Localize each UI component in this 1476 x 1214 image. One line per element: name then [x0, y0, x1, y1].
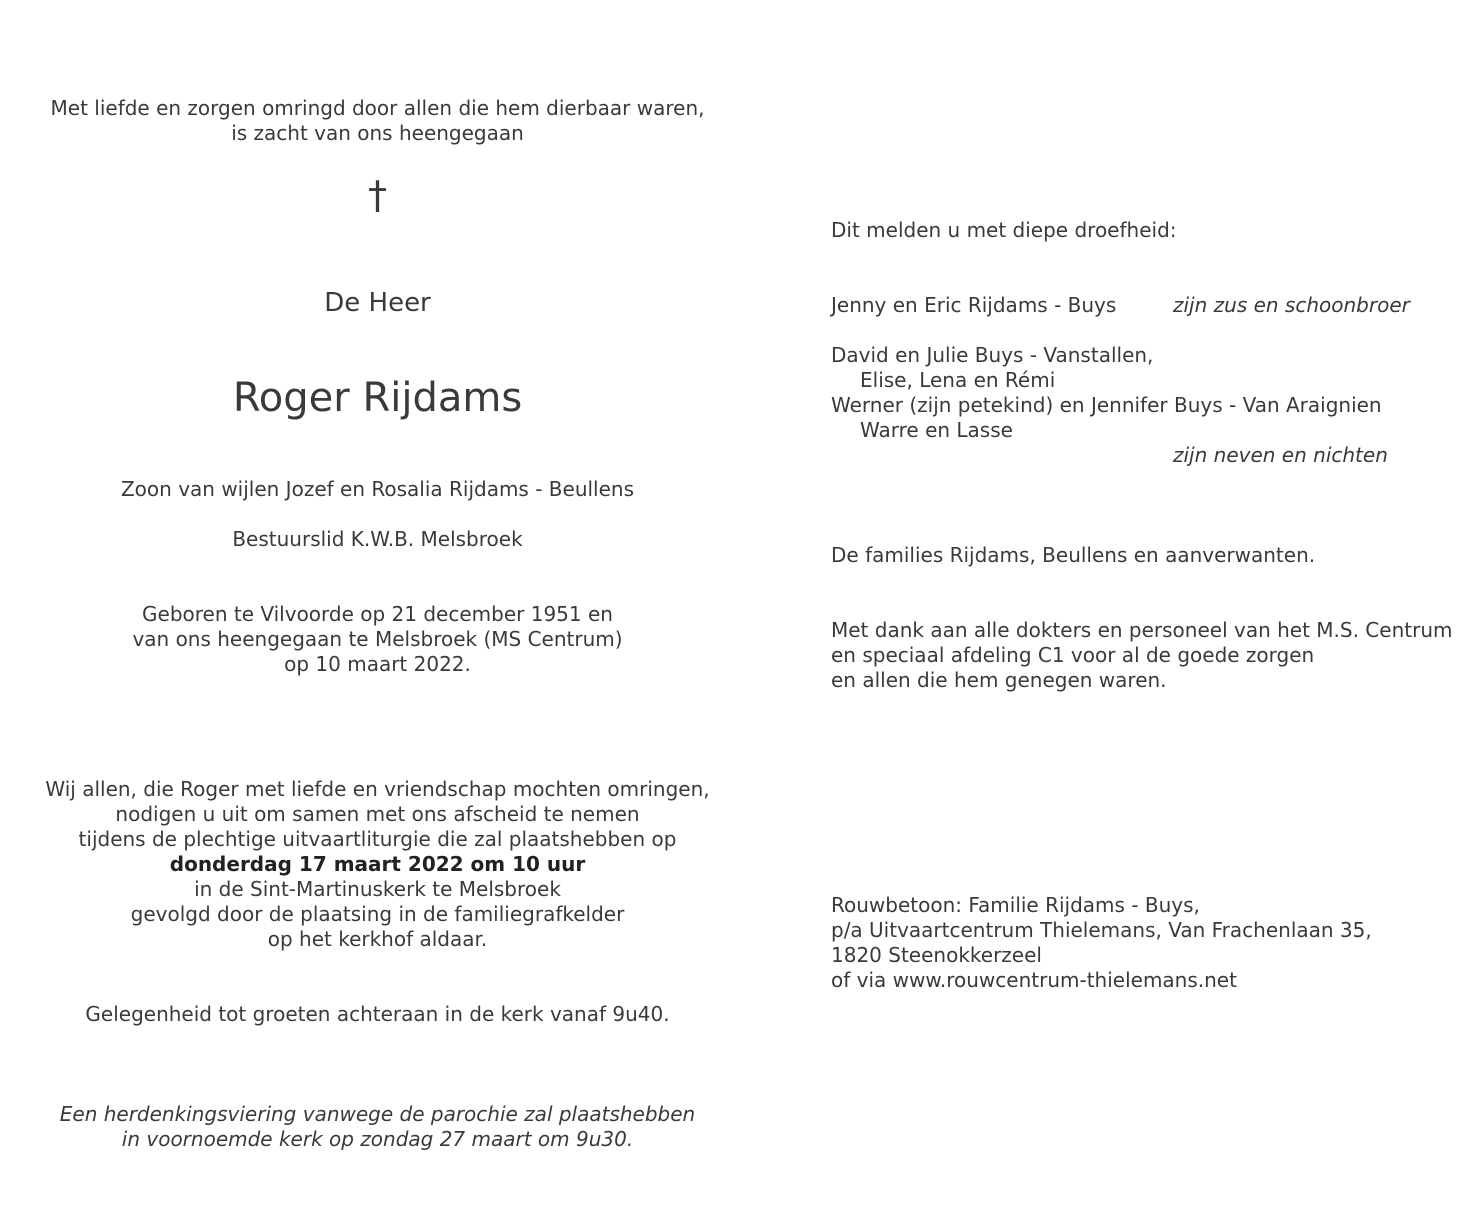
intro-line-2: is zacht van ons heengegaan: [231, 121, 524, 145]
nephew-2-names: Werner (zijn petekind) en Jennifer Buys - Van Araignien: [831, 393, 1382, 417]
nephew-2-children: Warre en Lasse: [860, 418, 1013, 442]
thanks-line-1: Met dank aan alle dokters en personeel van het M.S. Centrum: [831, 618, 1453, 642]
invite-line-2: nodigen u uit om samen met ons afscheid te nemen: [115, 802, 640, 826]
invite-line-1: Wij allen, die Roger met liefde en vriendschap mochten omringen,: [45, 777, 710, 801]
nephew-relation: zijn neven en nichten: [1173, 443, 1388, 467]
invite-line-6: op het kerkhof aldaar.: [267, 927, 488, 951]
nephew-1-names: David en Julie Buys - Vanstallen,: [831, 343, 1154, 367]
sister-names: Jenny en Eric Rijdams - Buys: [831, 293, 1117, 317]
address-line-3: 1820 Steenokkerzeel: [831, 943, 1042, 967]
invite-line-3: tijdens de plechtige uitvaartliturgie die zal plaatshebben op: [78, 827, 677, 851]
address-line-4: of via www.rouwcentrum-thielemans.net: [831, 968, 1237, 992]
cross-icon: †: [368, 173, 387, 217]
intro-line-1: Met liefde en zorgen omringd door allen die hem dierbaar waren,: [50, 96, 705, 120]
nephew-1-children: Elise, Lena en Rémi: [860, 368, 1056, 392]
families-line: De families Rijdams, Beullens en aanverwanten.: [831, 543, 1316, 567]
parents-line: Zoon van wijlen Jozef en Rosalia Rijdams - Beullens: [120, 477, 635, 501]
memorial-line-2: in voornoemde kerk op zondag 27 maart om 9u30.: [121, 1127, 634, 1151]
invite-line-5: gevolgd door de plaatsing in de familiegrafkelder: [130, 902, 625, 926]
address-line-2: p/a Uitvaartcentrum Thielemans, Van Frachenlaan 35,: [831, 918, 1372, 942]
memorial-line-1: Een herdenkingsviering vanwege de parochie zal plaatshebben: [59, 1102, 696, 1126]
birth-line-2: van ons heengegaan te Melsbroek (MS Centrum): [132, 627, 623, 651]
announcement: Dit melden u met diepe droefheid:: [831, 218, 1177, 242]
greeting-line: Gelegenheid tot groeten achteraan in de kerk vanaf 9u40.: [85, 1002, 670, 1026]
birth-line-3: op 10 maart 2022.: [284, 652, 471, 676]
thanks-line-2: en speciaal afdeling C1 voor al de goede zorgen: [831, 643, 1315, 667]
birth-line-1: Geboren te Vilvoorde op 21 december 1951 en: [142, 602, 613, 626]
address-line-1: Rouwbetoon: Familie Rijdams - Buys,: [831, 893, 1200, 917]
role-line: Bestuurslid K.W.B. Melsbroek: [232, 527, 523, 551]
deceased-name: Roger Rijdams: [232, 375, 523, 421]
thanks-line-3: en allen die hem genegen waren.: [831, 668, 1167, 692]
invite-line-4: in de Sint-Martinuskerk te Melsbroek: [194, 877, 561, 901]
funeral-date: donderdag 17 maart 2022 om 10 uur: [169, 852, 586, 876]
honorific: De Heer: [324, 288, 431, 318]
sister-relation: zijn zus en schoonbroer: [1173, 293, 1410, 317]
